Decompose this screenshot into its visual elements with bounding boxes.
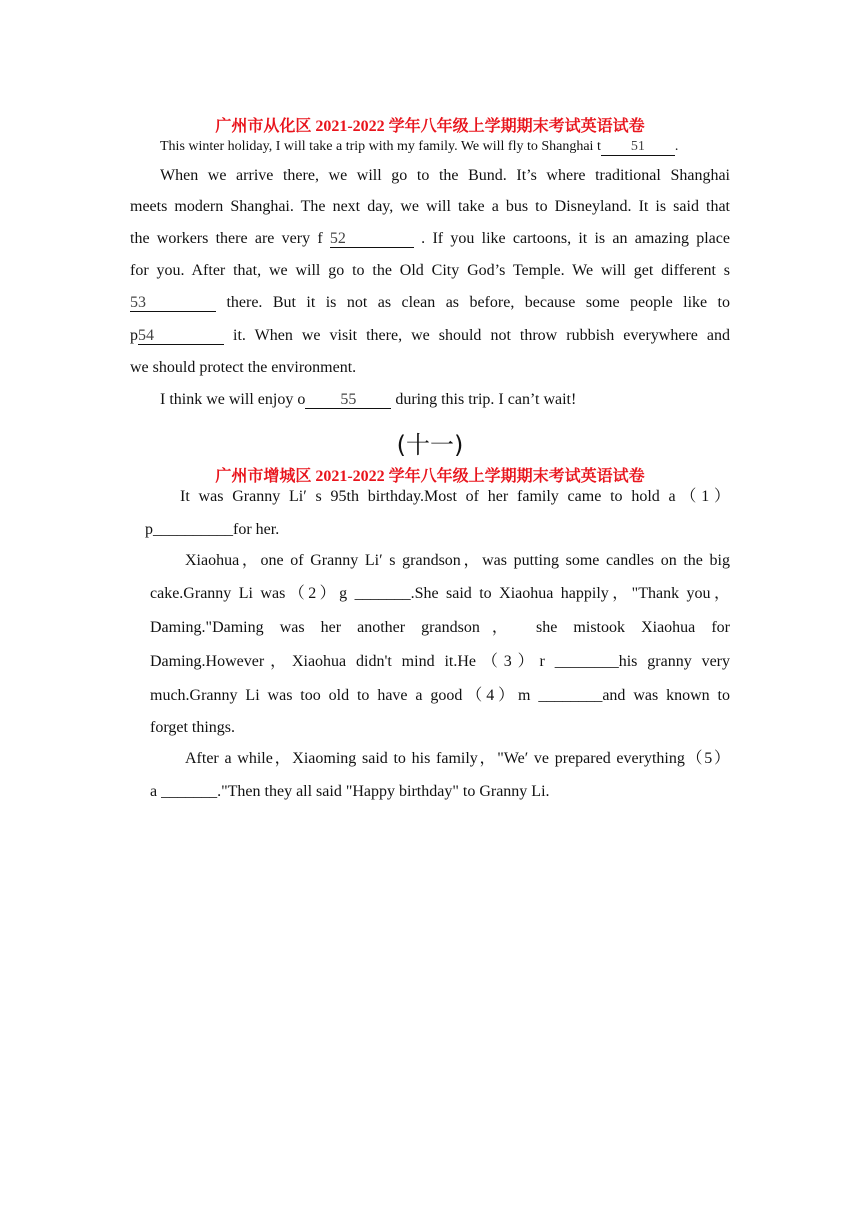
- p2-text-b: during this trip. I can’t wait!: [391, 391, 577, 408]
- paragraph-1-line-1: When we arrive there, we will go to the Bund. It’s where traditional Shanghai: [160, 167, 730, 184]
- section-1-title: 广州市从化区 2021-2022 学年八年级上学期期末考试英语试卷: [215, 118, 645, 135]
- paragraph-1-line-4: for you. After that, we will go to the Old City God’s Temple. We will get different s: [130, 262, 730, 279]
- section-2-title: 广州市增城区 2021-2022 学年八年级上学期期末考试英语试卷: [215, 468, 645, 485]
- paragraph-1-line-6: [130, 326, 730, 346]
- s2-line-10: [150, 782, 550, 802]
- s2-line-1: It was Granny Li′ s 95th birthday.Most of her family came to hold a（1）: [180, 488, 730, 505]
- paragraph-1-line-5: [130, 293, 730, 313]
- s2-l10-text-b: ."Then they all said "Happy birthday" to Granny Li.: [217, 783, 550, 800]
- s2-line-5: Daming."Daming was her another grandson， she mistook Xiaohua for: [150, 619, 730, 636]
- paragraph-1-line-7: we should protect the environment.: [130, 359, 357, 376]
- blank-54[interactable]: 54: [138, 328, 224, 345]
- p2-text-a: I think we will enjoy o: [160, 391, 306, 408]
- p1-l5-text-b: there. But it is not as clean as before, because some people like to: [216, 294, 730, 311]
- blank-52[interactable]: 52: [330, 231, 414, 248]
- blank-3[interactable]: ________: [554, 653, 619, 670]
- blank-4[interactable]: ________: [538, 687, 603, 704]
- s2-l2-text-a: p: [145, 521, 153, 538]
- s2-line-2: [145, 520, 279, 540]
- s2-l2-text-b: for her.: [233, 521, 280, 538]
- s2-line-8: forget things.: [150, 719, 236, 736]
- paragraph-1-line-2: meets modern Shanghai. The next day, we will take a bus to Disneyland. It is said that: [130, 198, 730, 215]
- section-2-number: (十一): [396, 431, 464, 459]
- blank-5[interactable]: _______: [161, 783, 218, 800]
- s2-l4-text-b: .She said to Xiaohua happily，"Thank you，: [410, 585, 730, 602]
- s2-l7-text-b: and was known to: [602, 687, 730, 704]
- blank-51[interactable]: 51: [601, 139, 675, 156]
- blank-53[interactable]: 53: [130, 295, 216, 312]
- p1-l3-text-b: . If you like cartoons, it is an amazing place: [413, 230, 730, 247]
- blank-2[interactable]: _______: [354, 585, 411, 602]
- blank-1[interactable]: __________: [153, 521, 233, 538]
- s2-l10-text-a: a: [150, 783, 162, 800]
- s2-l6-text-b: his granny very: [618, 653, 731, 670]
- p1-l6-text-a: p: [130, 327, 138, 344]
- intro-text-b: .: [674, 139, 679, 154]
- blank-55[interactable]: 55: [305, 392, 391, 409]
- p1-l6-text-b: it. When we visit there, we should not throw rubbish everywhere and: [224, 327, 730, 344]
- p1-l3-text-a: the workers there are very f: [130, 230, 330, 247]
- s2-l4-text-a: cake.Granny Li was（2）g: [150, 585, 355, 602]
- s2-l7-text-a: much.Granny Li was too old to have a good（4）m: [150, 687, 539, 704]
- intro-line: [160, 137, 678, 157]
- intro-text-a: This winter holiday, I will take a trip with my family. We will fly to Shanghai t: [160, 139, 601, 154]
- s2-line-9: After a while，Xiaoming said to his family，"We′ ve prepared everything（5）: [185, 750, 730, 767]
- s2-line-6: [150, 652, 730, 672]
- s2-l6-text-a: Daming.However，Xiaohua didn't mind it.He（3）r: [150, 653, 555, 670]
- s2-line-3: Xiaohua，one of Granny Li′ s grandson，was putting some candles on the big: [185, 552, 730, 569]
- paragraph-2: [160, 390, 576, 410]
- s2-line-7: [150, 686, 730, 706]
- paragraph-1-line-3: [130, 229, 730, 249]
- s2-line-4: [150, 584, 730, 604]
